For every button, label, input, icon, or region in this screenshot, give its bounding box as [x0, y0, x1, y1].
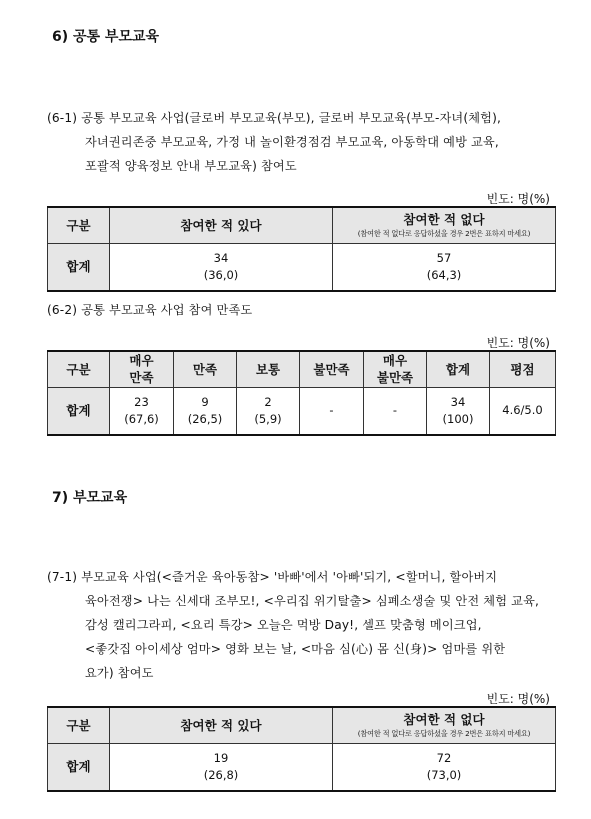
header-satisfied	[174, 351, 237, 387]
cell-percent: (26,8)	[203, 767, 239, 782]
header-note: (참여한 적 없다로 응답하셨을 경우 2번은 표하지 마세요)	[357, 229, 531, 239]
question-7-1-line-5: 요가) 참여도	[85, 666, 154, 680]
question-7-1-line-2: 육아전쟁> 나는 신세대 조부모!, <우리집 위기탈출> 심폐소생술 및 안전 체험 교육,	[85, 594, 540, 608]
question-6-1-line-2: 자녀권리존중 부모교육, 가정 내 놀이환경점검 부모교육, 아동학대 예방 교육,	[85, 135, 499, 149]
section-7-title: 7) 부모교육	[52, 490, 128, 506]
header-line: 합계	[445, 361, 471, 377]
cell-value: 4.6/5.0	[502, 403, 543, 418]
header-note: (참여한 적 없다로 응답하셨을 경우 2번은 표하지 마세요)	[357, 729, 531, 739]
header-line: 매우	[129, 353, 154, 369]
question-7-1-line-4: <좋갓집 아이세상 엄마> 영화 보는 날, <마음 심(心) 몸 신(身)> 엄마를 위한	[85, 642, 506, 656]
header-participated: 참여한 적 있다	[110, 207, 333, 243]
header-not-participated	[333, 207, 556, 243]
cell-value: 23	[134, 394, 149, 409]
header-category	[48, 351, 110, 387]
cell-neutral	[237, 387, 300, 435]
cell-percent: (100)	[442, 411, 474, 426]
cell-not-participated	[333, 243, 556, 291]
header-line: 불만족	[313, 361, 350, 377]
header-category: 구분	[48, 707, 110, 743]
header-neutral	[237, 351, 300, 387]
cell-participated	[110, 743, 333, 791]
header-not-participated-label: 참여한 적 없다	[403, 212, 485, 228]
row-label-total: 합계	[48, 743, 110, 791]
cell-count: 57	[436, 250, 452, 265]
cell-participated	[110, 243, 333, 291]
header-line: 평점	[510, 361, 535, 377]
header-not-participated-label: 참여한 적 없다	[403, 712, 485, 728]
row-label-total: 합계	[48, 243, 110, 291]
unit-label-7-1: 빈도: 명(%)	[486, 692, 550, 706]
unit-label-6-1: 빈도: 명(%)	[486, 192, 550, 206]
header-participated: 참여한 적 있다	[110, 707, 333, 743]
cell-value: 9	[201, 394, 209, 409]
cell-value: -	[392, 403, 398, 418]
header-line: 만족	[129, 370, 154, 386]
cell-percent: (5,9)	[254, 411, 282, 426]
row-label-total: 합계	[48, 387, 110, 435]
header-not-participated	[333, 707, 556, 743]
table-6-1	[47, 206, 556, 292]
cell-very-dissatisfied	[364, 387, 427, 435]
cell-percent: (67,6)	[124, 411, 159, 426]
header-total	[427, 351, 490, 387]
header-line: 만족	[192, 361, 218, 377]
header-line: 매우	[382, 353, 408, 369]
cell-rating	[490, 387, 556, 435]
cell-value: 34	[450, 394, 466, 409]
header-very-satisfied	[110, 351, 174, 387]
section-6-title: 6) 공통 부모교육	[52, 29, 160, 45]
cell-percent: (64,3)	[426, 267, 462, 282]
header-very-dissatisfied	[364, 351, 427, 387]
cell-count: 72	[436, 750, 452, 765]
unit-label-6-2: 빈도: 명(%)	[486, 336, 550, 350]
cell-dissatisfied	[300, 387, 364, 435]
cell-percent: (36,0)	[203, 267, 239, 282]
question-6-1-line-3: 포괄적 양육정보 안내 부모교육) 참여도	[85, 159, 297, 173]
cell-total	[427, 387, 490, 435]
cell-count: 34	[213, 250, 229, 265]
table-7-1	[47, 706, 556, 792]
cell-percent: (73,0)	[426, 767, 462, 782]
header-line: 불만족	[376, 370, 414, 386]
question-6-2-title: (6-2) 공통 부모교육 사업 참여 만족도	[47, 303, 253, 317]
question-6-1-line-1: (6-1) 공통 부모교육 사업(글로버 부모교육(부모), 글로버 부모교육(부모-자녀(체험),	[47, 111, 502, 125]
header-category: 구분	[48, 207, 110, 243]
header-line: 보통	[255, 361, 281, 377]
header-dissatisfied	[300, 351, 364, 387]
cell-very-satisfied	[110, 387, 174, 435]
cell-satisfied	[174, 387, 237, 435]
header-rating	[490, 351, 556, 387]
question-7-1-line-1: (7-1) 부모교육 사업(<즐거운 육아동참> '바빠'에서 '아빠'되기, <할머니, 할아버지	[47, 570, 498, 584]
cell-value: 2	[264, 394, 272, 409]
cell-not-participated	[333, 743, 556, 791]
cell-percent: (26,5)	[187, 411, 223, 426]
question-7-1-line-3: 감성 캘리그라피, <요리 특강> 오늘은 먹방 Day!, 셀프 맞춤형 메이크업,	[85, 618, 482, 632]
cell-count: 19	[213, 750, 229, 765]
cell-value: -	[329, 403, 334, 418]
header-line: 구분	[66, 361, 91, 377]
table-6-2	[47, 350, 556, 436]
